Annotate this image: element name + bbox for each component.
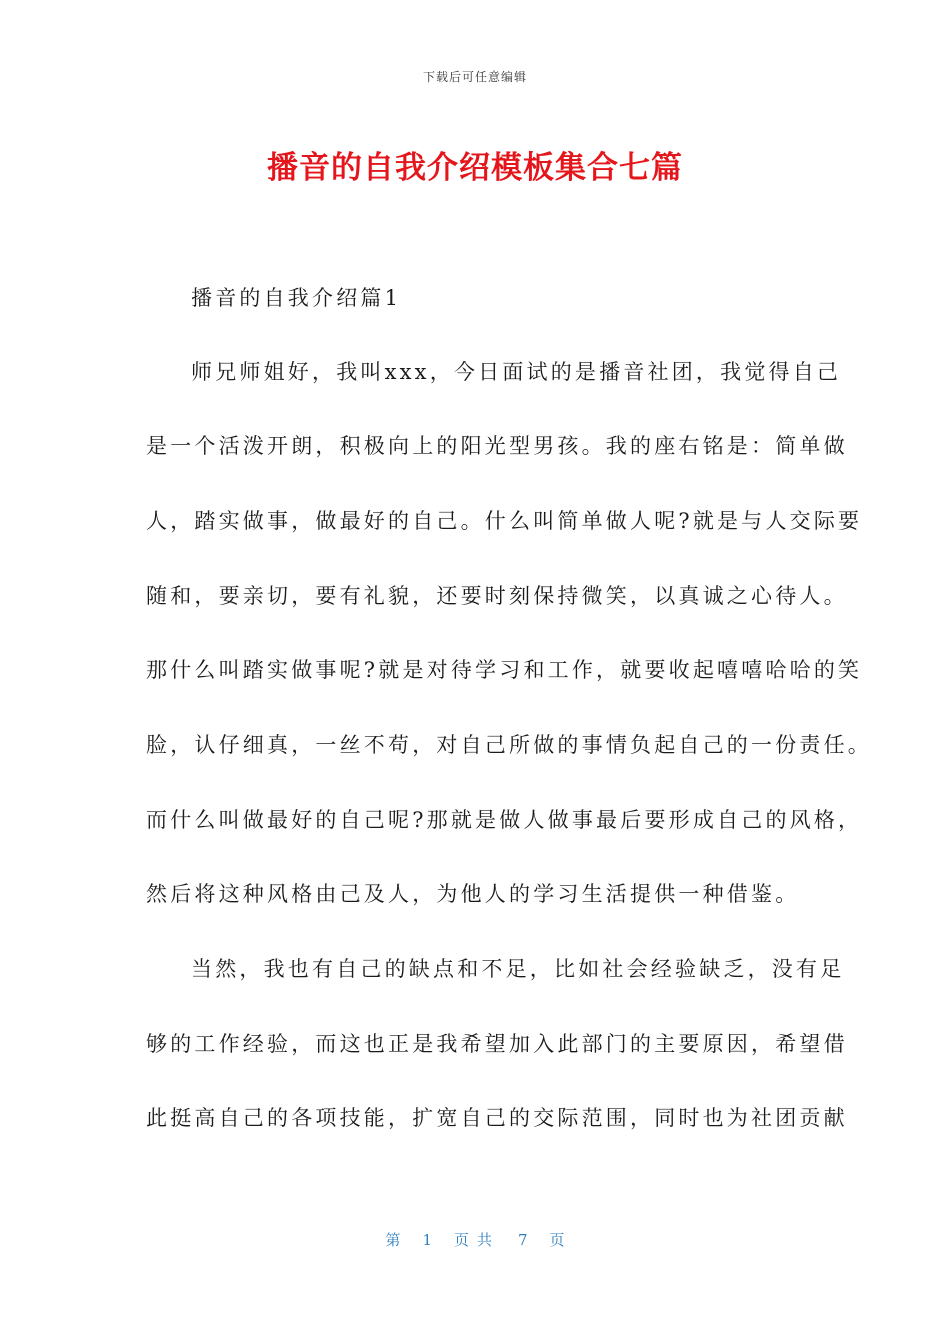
paragraph-line: 而什么叫做最好的自己呢?那就是做人做事最后要形成自己的风格，	[146, 808, 863, 832]
total-pages-number: 7	[518, 1231, 528, 1249]
paragraph-line: 人，踏实做事，做最好的自己。什么叫简单做人呢?就是与人交际要	[146, 509, 863, 533]
page-label-mid: 页共	[453, 1231, 500, 1249]
current-page-number: 1	[422, 1231, 432, 1249]
paragraph-line: 够的工作经验，而这也正是我希望加入此部门的主要原因，希望借	[146, 1032, 848, 1056]
document-title: 播音的自我介绍模板集合七篇	[267, 150, 683, 186]
paragraph-line: 那什么叫踏实做事呢?就是对待学习和工作，就要收起嘻嘻哈哈的笑	[146, 658, 863, 682]
page-footer	[0, 1229, 950, 1250]
paragraph-line: 师兄师姐好，我叫xxx，今日面试的是播音社团，我觉得自己	[191, 360, 842, 384]
page-label-prefix: 第	[385, 1231, 401, 1249]
page-label-suffix: 页	[549, 1231, 565, 1249]
section-heading: 播音的自我介绍篇1	[191, 286, 402, 310]
paragraph-line: 此挺高自己的各项技能，扩宽自己的交际范围，同时也为社团贡献	[146, 1106, 848, 1130]
paragraph-line: 当然，我也有自己的缺点和不足，比如社会经验缺乏，没有足	[191, 957, 845, 981]
paragraph-line: 然后将这种风格由己及人，为他人的学习生活提供一种借鉴。	[146, 882, 800, 906]
header-note: 下载后可任意编辑	[422, 70, 527, 84]
paragraph-line: 脸，认仔细真，一丝不苟，对自己所做的事情负起自己的一份责任。	[146, 733, 872, 757]
paragraph-line: 是一个活泼开朗，积极向上的阳光型男孩。我的座右铭是：简单做	[146, 434, 848, 458]
paragraph-line: 随和，要亲切，要有礼貌，还要时刻保持微笑，以真诚之心待人。	[146, 584, 848, 608]
